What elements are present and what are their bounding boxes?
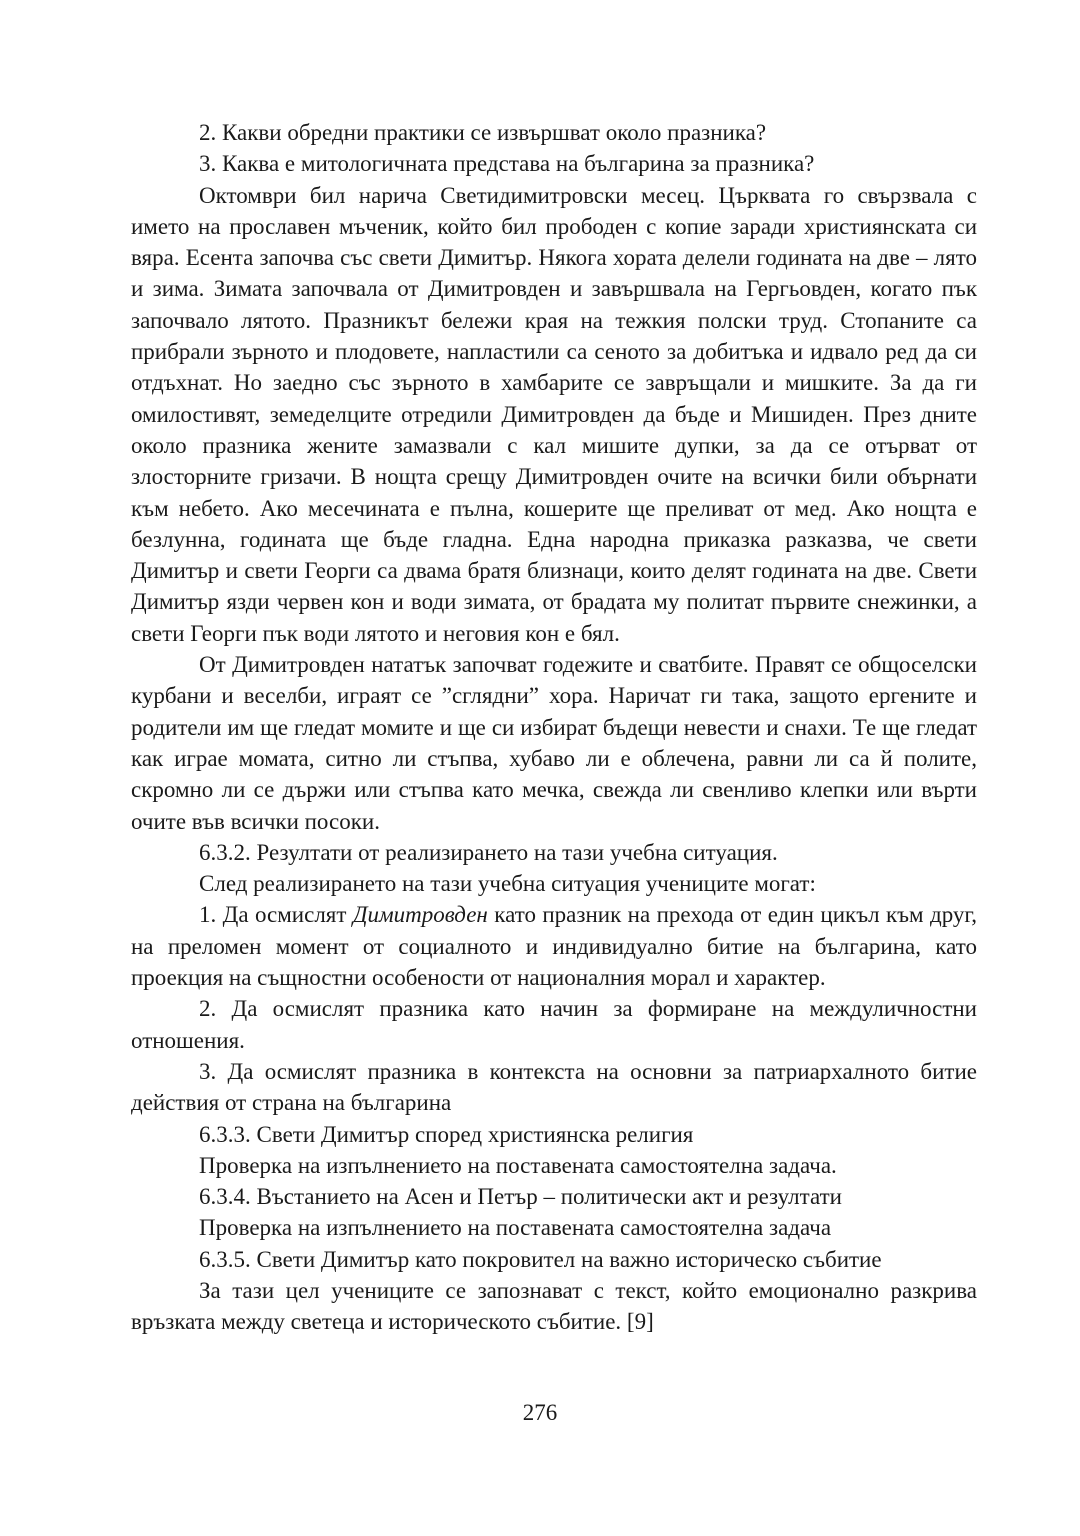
result-2: 2. Да осмислят празника като начин за формиране на междуличностни отношения. bbox=[131, 996, 977, 1053]
result-1-italic-term: Димитровден bbox=[352, 902, 488, 928]
result-1-prefix: 1. Да осмислят bbox=[199, 902, 353, 928]
results-intro: След реализирането на тази учебна ситуация учениците могат: bbox=[199, 871, 816, 897]
question-3: 3. Каква е митологичната представа на българина за празника? bbox=[199, 151, 815, 177]
check-task-1: Проверка на изпълнението на поставената самостоятелна задача. bbox=[199, 1152, 837, 1178]
paragraph-weddings: От Димитровден нататък започват годежите и сватбите. Правят се общоселски курбани и веселби, играят се ”сглядни” хора. Наричат ги така, защото ергените и родители им ще гледат момите и ще си избират бъдещи невести и снахи. Те ще гледат как играе момата, ситно ли стъпва, хубаво ли е облечена, равни ли са й полите, скромно ли се държи или стъпва като мечка, свежда ли свенливо клепки или върти очите във всички посоки. bbox=[131, 652, 977, 834]
check-task-2: Проверка на изпълнението на поставената самостоятелна задача bbox=[199, 1215, 832, 1241]
page-number: 276 bbox=[522, 1400, 558, 1425]
paragraph-october: Октомври бил нарича Светидимитровски месец. Църквата го свързвала с името на прославен мъченик, който бил прободен с копие заради християнската си вяра. Есента започва със свети Димитър. Някога хората делели годината на две – лято и зима. Зимата започвала от Димитровден и завършвала на Гергьовден, когато пък започвало лятото. Празникът бележи края на тежкия полски труд. Стопаните са прибрали зърното и плодовете, напластили са сеното за добитъка и идвало ред да си отдъхнат. Но заедно със зърното в хамбарите се завръщали и мишките. За да ги омилостивят, земеделците отредили Димитровден да бъде и Мишиден. През дните около празника жените замазвали с кал мишите дупки, за да се отърват от злосторните гризачи. В нощта срещу Димитровден очите на всички били обърнати към небето. Ако месечината е пълна, кошерите ще преливат от мед. Ако нощта е безлунна, годината ще бъде гладна. Една народна приказка разказва, че свети Димитър и свети Георги са двама братя близнаци, които делят годината на две. Свети Димитър язди червен кон и води зимата, от брадата му политат първите снежинки, а свети Георги пък води лятото и неговия кон е бял. bbox=[131, 182, 977, 646]
result-1-suffix: като празник на прехода от един цикъл към друг, на преломен момент от социалното и индивидуално битие на българина, като проекция на същностни особености от националния морал и характер. bbox=[131, 902, 977, 991]
result-1 bbox=[131, 899, 977, 993]
section-6-3-3-heading: 6.3.3. Свети Димитър според християнска религия bbox=[199, 1121, 694, 1147]
result-3: 3. Да осмислят празника в контекста на основни за патриархалното битие действия от страна на българина bbox=[131, 1058, 977, 1116]
section-6-3-5-heading: 6.3.5. Свети Димитър като покровител на важно историческо събитие bbox=[199, 1246, 882, 1272]
section-6-3-4-heading: 6.3.4. Въстанието на Асен и Петър – политически акт и резултати bbox=[199, 1184, 842, 1210]
question-2: 2. Какви обредни практики се извършват около празника? bbox=[199, 120, 767, 145]
paragraph-final: За тази цел учениците се запознават с текст, който емоционално разкрива връзката между светеца и историческото събитие. [9] bbox=[131, 1277, 977, 1335]
section-6-3-2-heading: 6.3.2. Резултати от реализирането на тази учебна ситуация. bbox=[199, 839, 778, 865]
body-text bbox=[131, 117, 977, 1338]
